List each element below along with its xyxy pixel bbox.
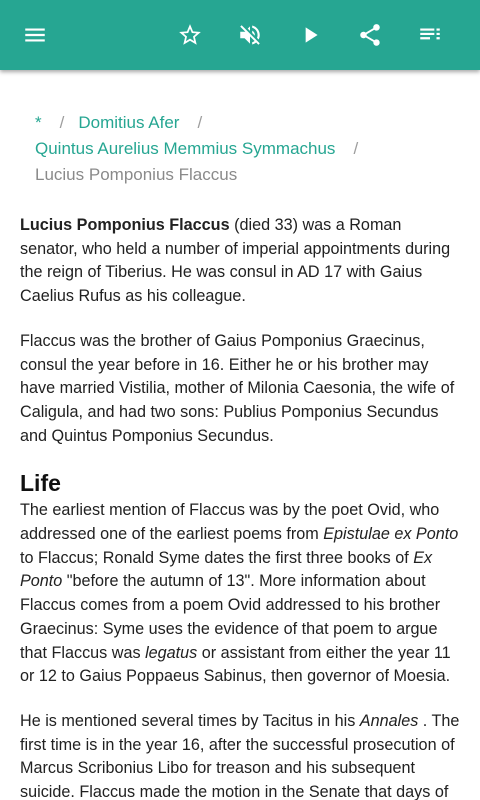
article-subject: Lucius Pomponius Flaccus (20, 216, 230, 234)
mute-button[interactable] (226, 11, 274, 59)
text-segment: He is mentioned several times by Tacitus in his (20, 711, 360, 730)
playlist-icon (417, 22, 443, 48)
share-icon (357, 22, 383, 48)
breadcrumb-separator: / (353, 139, 359, 158)
volume-mute-icon (237, 22, 263, 48)
text-segment: "before the autumn of 13". More information about Flaccus comes from a poem Ovid addressed to his brother Graecinus: Syme uses the evidence of that poem to argue that Flaccus was (20, 572, 441, 662)
intro-paragraph (20, 214, 460, 309)
play-button[interactable] (286, 11, 334, 59)
breadcrumb-item-domitius-afer[interactable]: Domitius Afer (78, 113, 180, 132)
breadcrumb (20, 110, 460, 188)
text-segment: to Flaccus; Ronald Syme dates the first three books of (20, 548, 414, 567)
playlist-button[interactable] (406, 11, 454, 59)
share-button[interactable] (346, 11, 394, 59)
work-title: Ex Ponto (20, 548, 433, 591)
life-paragraph-1 (20, 499, 460, 689)
breadcrumb-current: Lucius Pomponius Flaccus (35, 165, 238, 184)
star-outline-icon (177, 22, 203, 48)
breadcrumb-line-1 (35, 110, 460, 136)
work-title: Annales (359, 711, 419, 730)
life-paragraph-2 (20, 710, 460, 800)
latin-term: legatus (145, 643, 198, 662)
menu-icon (22, 22, 48, 48)
app-toolbar (0, 0, 480, 70)
menu-button[interactable] (11, 11, 59, 59)
section-heading-life: Life (20, 470, 61, 497)
breadcrumb-separator: / (59, 113, 65, 132)
intro-text: (died 33) was a Roman senator, who held a number of imperial appointments during the reign of Tiberius. He was consul in AD 17 with Gaius Caelius Rufus as his colleague. (20, 216, 451, 306)
text-segment: or assistant from either the year 11 or 12 to Gaius Poppaeus Sabinus, then governor of Moesia. (20, 643, 451, 686)
breadcrumb-item-symmachus[interactable]: Quintus Aurelius Memmius Symmachus (35, 139, 336, 158)
breadcrumb-line-2 (35, 136, 460, 162)
breadcrumb-line-3 (35, 162, 460, 188)
article-content (0, 70, 480, 800)
article-body (20, 214, 460, 800)
play-icon (297, 22, 323, 48)
favorite-button[interactable] (166, 11, 214, 59)
breadcrumb-separator: / (197, 113, 203, 132)
text-segment: The earliest mention of Flaccus was by the poet Ovid, who addressed one of the earliest poems from (20, 501, 440, 544)
text-segment: . The first time is in the year 16, after the successful prosecution of Marcus Scribonius Libo for treason and his subsequent suicide. Flaccus made the motion in the Senate that days of (20, 711, 460, 800)
work-title: Epistulae ex Ponto (323, 525, 459, 544)
breadcrumb-item-home[interactable]: * (35, 113, 42, 132)
family-paragraph: Flaccus was the brother of Gaius Pomponius Graecinus, consul the year before in 16. Either he or his brother may have married Vistilia, mother of Milonia Caesonia, the wife of Caligula, and had two sons: Publius Pomponius Secundus and Quintus Pomponius Secundus. (20, 331, 455, 445)
